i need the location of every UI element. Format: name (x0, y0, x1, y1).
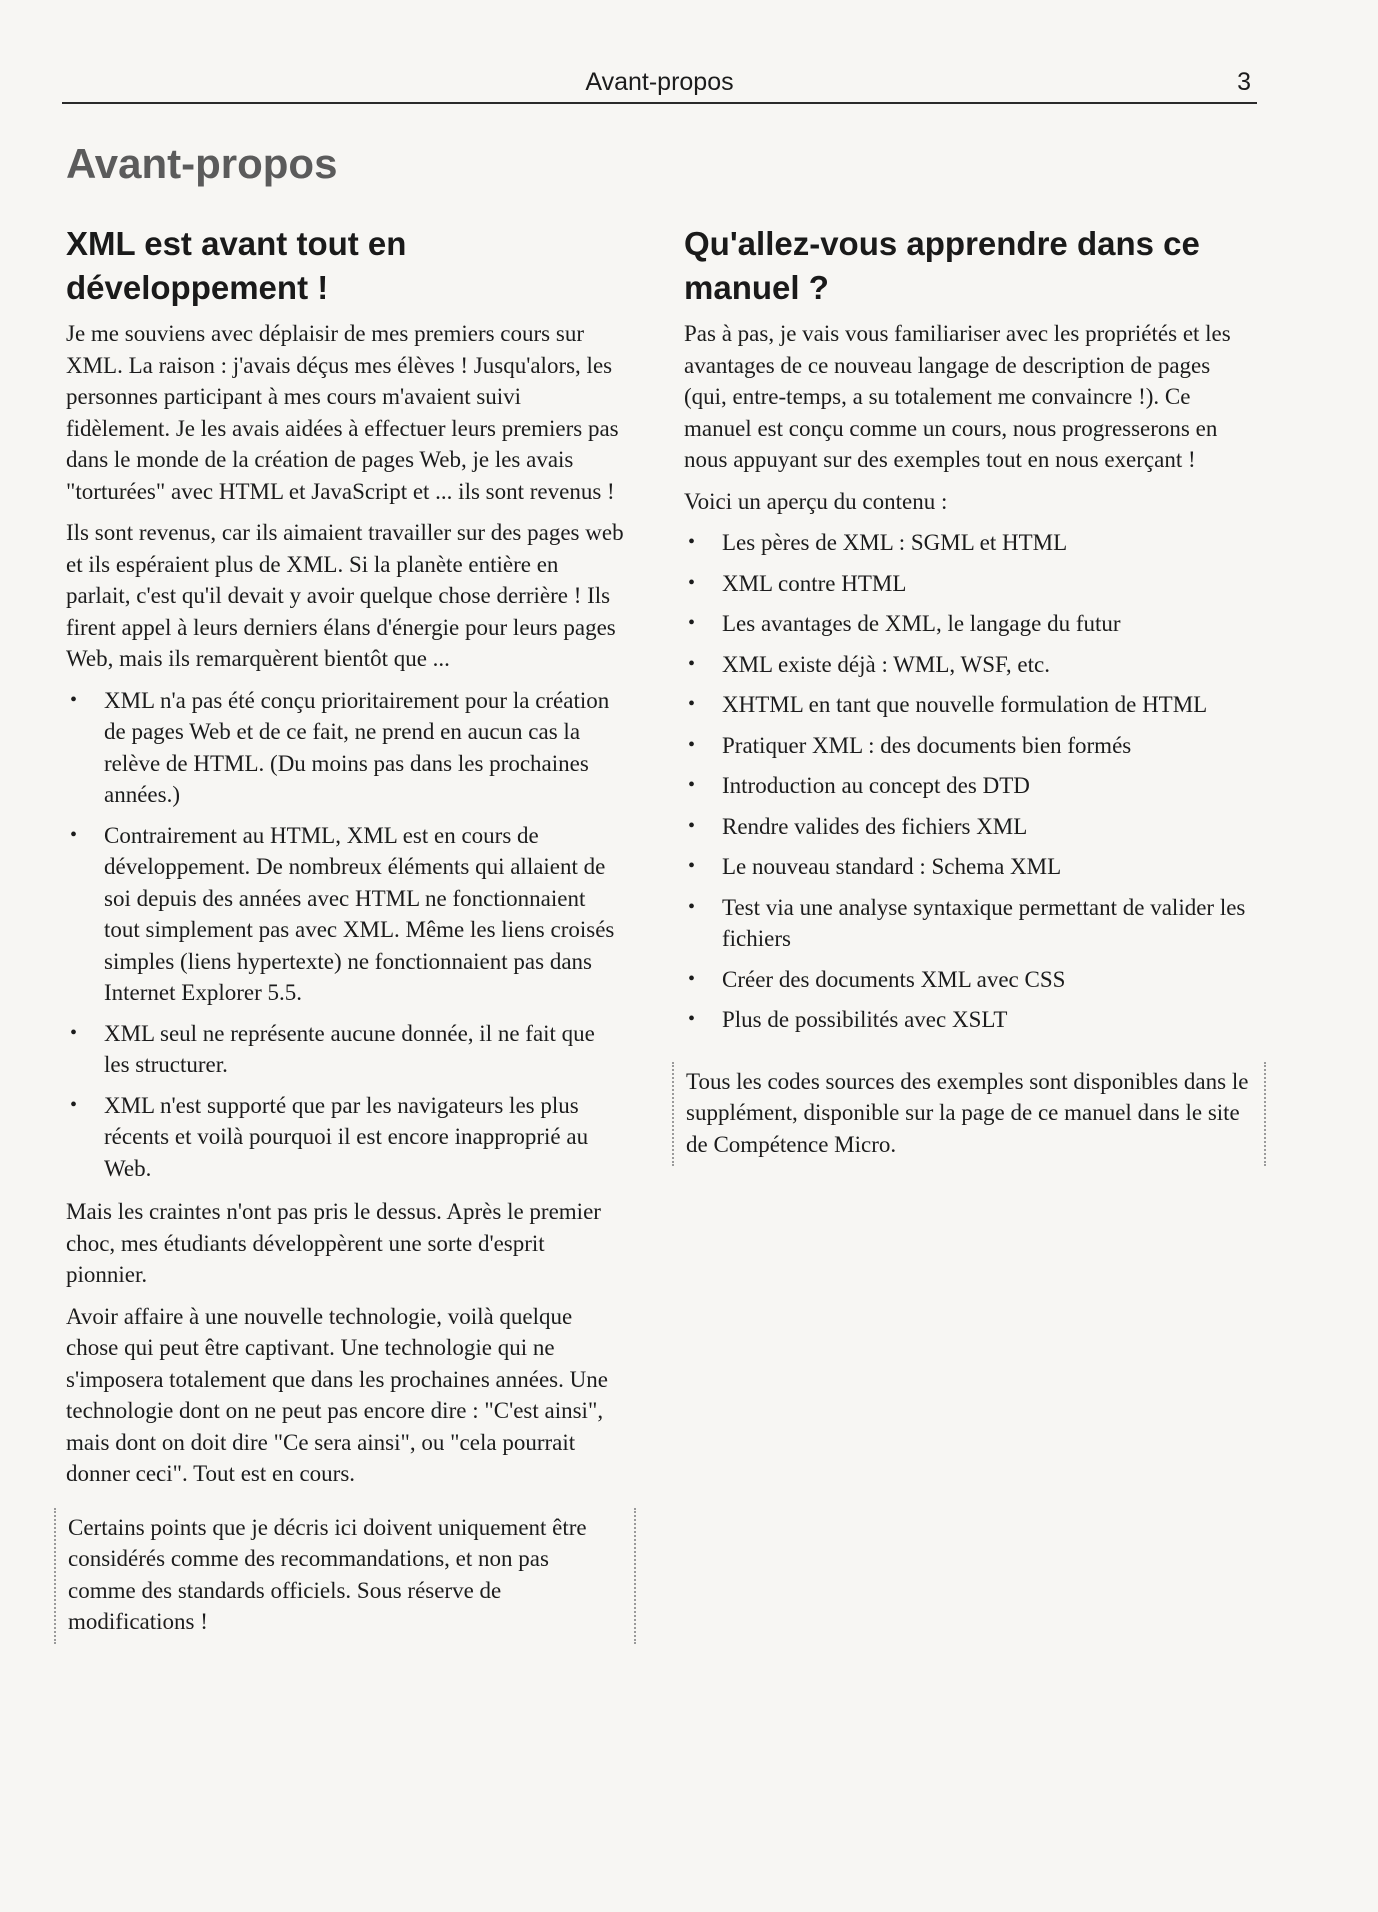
bullet-icon: • (688, 814, 696, 837)
list-item (684, 730, 1254, 762)
list-item (684, 851, 1254, 883)
right-paragraph-2: Voici un aperçu du contenu : (684, 488, 948, 514)
list-item (684, 689, 1254, 721)
list-item-text: Le nouveau standard : Schema XML (722, 854, 1062, 879)
contents-bullet-list (684, 527, 1254, 1036)
left-paragraph-1: Je me souviens avec déplaisir de mes premiers cours sur XML. La raison : j'avais déçus mes élèves ! Jusqu'alors, les personnes participant à mes cours m'avaient suivi fidèlement. Je les avais aidées à effectuer leurs premiers pas dans le monde de la création de pages Web, je les avais "torturées" avec HTML et JavaScript et ... ils sont revenus ! (66, 321, 619, 504)
right-section-heading: Qu'allez-vous apprendre dans ce manuel ? (684, 225, 1200, 306)
left-bullet-list (66, 685, 624, 1185)
bullet-icon: • (688, 531, 696, 553)
list-item (66, 1018, 624, 1081)
list-item (684, 608, 1254, 640)
list-item-text: XML n'a pas été conçu prioritairement pour la création de pages Web et de ce fait, ne prend en aucun cas la relève de HTML. (Du moins pas dans les prochaines années.) (104, 687, 610, 807)
bullet-icon: • (688, 693, 696, 715)
list-item (684, 892, 1254, 955)
right-column (684, 222, 1254, 1166)
bullet-icon: • (688, 652, 696, 675)
list-item-text: Contrairement au HTML, XML est en cours de développement. De nombreux éléments qui allaient de soi depuis des années avec HTML ne fonctionnaient tout simplement pas avec XML. Même les liens croisés simples (liens hypertexte) ne fonctionnaient pas dans Internet Explorer 5.5. (104, 822, 615, 1005)
bullet-icon: • (688, 733, 696, 756)
list-item (684, 1004, 1254, 1036)
list-item (684, 770, 1254, 802)
right-note-text: Tous les codes sources des exemples sont disponibles dans le supplément, disponible sur la page de ce manuel dans le site de Compétence Micro. (686, 1068, 1249, 1157)
list-item (66, 685, 624, 811)
bullet-icon: • (688, 855, 696, 877)
left-paragraph-2: Ils sont revenus, car ils aimaient travailler sur des pages web et ils espéraient plus de XML. Si la planète entière en parlait, c'est qu'il devait y avoir quelque chose derrière ! Ils firent appel à leurs derniers élans d'énergie pour leurs pages Web, mais ils remarquèrent bientôt que ... (66, 520, 624, 671)
left-column (66, 222, 624, 1644)
list-item (684, 811, 1254, 843)
list-item-text: Créer des documents XML avec CSS (722, 966, 1066, 992)
list-item-text: XML contre HTML (722, 570, 907, 596)
left-note-box (54, 1508, 636, 1644)
running-header (62, 66, 1257, 104)
list-item-text: Introduction au concept des DTD (722, 773, 1030, 798)
running-header-title: Avant-propos (585, 68, 734, 96)
bullet-icon: • (688, 774, 696, 796)
list-item (684, 964, 1254, 996)
bullet-icon: • (688, 895, 696, 918)
list-item-text: XML existe déjà : WML, WSF, etc. (722, 651, 1050, 677)
bullet-icon: • (70, 1093, 78, 1116)
left-paragraph-3: Mais les craintes n'ont pas pris le dessus. Après le premier choc, mes étudiants développèrent une sorte d'esprit pionnier. (66, 1199, 601, 1287)
bullet-icon: • (688, 1008, 696, 1030)
list-item-text: XML seul ne représente aucune donnée, il ne fait que les structurer. (104, 1020, 595, 1077)
list-item (66, 1090, 624, 1185)
list-item (684, 649, 1254, 681)
list-item-text: XHTML en tant que nouvelle formulation de HTML (722, 692, 1208, 717)
bullet-icon: • (70, 1021, 78, 1044)
page-number: 3 (1237, 68, 1251, 96)
list-item (684, 527, 1254, 559)
list-item (66, 820, 624, 1009)
right-note-box (672, 1062, 1266, 1167)
bullet-icon: • (688, 967, 696, 990)
list-item-text: Plus de possibilités avec XSLT (722, 1007, 1008, 1032)
list-item-text: Les avantages de XML, le langage du futur (722, 611, 1121, 636)
list-item-text: Pratiquer XML : des documents bien formés (722, 732, 1132, 758)
left-section-heading: XML est avant tout en développement ! (66, 225, 407, 306)
chapter-title: Avant-propos (66, 140, 338, 187)
bullet-icon: • (688, 571, 696, 594)
bullet-icon: • (688, 612, 696, 634)
list-item-text: Test via une analyse syntaxique permettant de valider les fichiers (722, 894, 1246, 951)
list-item-text: Les pères de XML : SGML et HTML (722, 530, 1068, 555)
bullet-icon: • (70, 823, 78, 846)
bullet-icon: • (70, 688, 78, 711)
list-item (684, 568, 1254, 600)
left-note-text: Certains points que je décris ici doivent uniquement être considérés comme des recommandations, et non pas comme des standards officiels. Sous réserve de modifications ! (68, 1514, 587, 1634)
list-item-text: Rendre valides des fichiers XML (722, 813, 1028, 839)
left-paragraph-4: Avoir affaire à une nouvelle technologie, voilà quelque chose qui peut être captivant. Une technologie qui ne s'imposera totalement que dans les prochaines années. Une technologie dont on ne peut pas encore dire : "C'est ainsi", mais dont on doit dire "Ce sera ainsi", ou "cela pourrait donner ceci". Tout est en cours. (66, 1303, 608, 1486)
list-item-text: XML n'est supporté que par les navigateurs les plus récents et voilà pourquoi il est encore inapproprié au Web. (104, 1092, 589, 1181)
right-paragraph-1: Pas à pas, je vais vous familiariser avec les propriétés et les avantages de ce nouveau langage de description de pages (qui, entre-temps, a su totalement me convaincre !). Ce manuel est conçu comme un cours, nous progresserons en nous appuyant sur des exemples tout en nous exerçant ! (684, 321, 1231, 472)
